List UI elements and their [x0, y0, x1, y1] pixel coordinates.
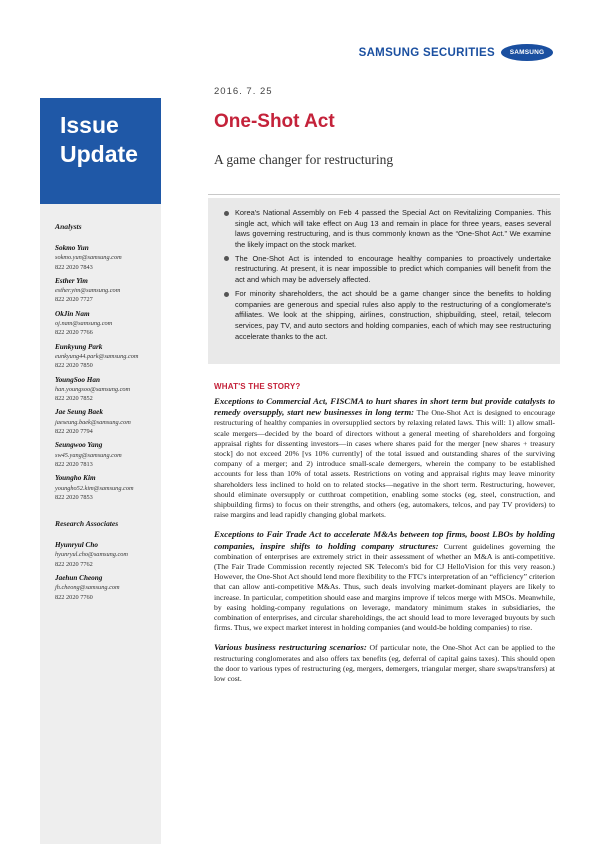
contact-name: Hyunryul Cho	[55, 541, 98, 550]
contact-phone: 822 2020 7852	[55, 395, 93, 403]
contact-name: Sokmo Yun	[55, 244, 89, 252]
analysts-label: Analysts	[55, 222, 82, 231]
contact-name: Esther Yim	[55, 276, 88, 285]
contact-name: YoungSoo Han	[55, 375, 100, 384]
contact-entry	[55, 376, 159, 404]
brand-header	[359, 44, 553, 61]
summary-box	[208, 198, 560, 364]
bullet-icon	[224, 292, 229, 297]
contact-email[interactable]: oj.nam@samsung.com	[55, 320, 113, 328]
sidebar-header	[40, 98, 161, 204]
summary-item: The One-Shot Act is intended to encourage healthy companies to proactively undertake restructuring. At present, it is near impossible to predict which companies will benefit from the act and which may be adversely affected.	[208, 254, 560, 286]
contact-name: Youngho Kim	[55, 474, 96, 483]
summary-item: Korea's National Assembly on Feb 4 passed the Special Act on Revitalizing Companies. This single act, which will take effect on Aug 13 and remain in place for three years, eases several laws governing restructuring, and is thus commonly known as the “One-Shot Act.” We examine the likely impact on the stock market.	[208, 208, 560, 250]
contact-email[interactable]: han.youngsoo@samsung.com	[55, 385, 131, 393]
paragraph-lead: Exceptions to Commercial Act, FISCMA to hurt shares in short term but provide catalysts to remedy oversupply, start new businesses in long term:	[214, 396, 555, 418]
contact-phone: 822 2020 7760	[55, 593, 93, 601]
summary-item: For minority shareholders, the act should be a game changer since the benefits to holding companies are generous and special rules also apply to the restructuring of a conglomerate's affiliates. We look at the shipping, airlines, construction, shipbuilding, steel, retail, telecom services, pay TV, and auto sectors and holding companies, each of which may see restructuring accelerate thanks to the act.	[208, 289, 560, 342]
contact-phone: 822 2020 7813	[55, 460, 93, 468]
divider	[208, 194, 560, 195]
paragraph-lead: Various business restructuring scenarios:	[214, 642, 367, 653]
contact-name: OkJin Nam	[55, 309, 90, 318]
contact-entry	[55, 277, 159, 305]
contact-email[interactable]: hyunryul.cho@samsung.com	[55, 551, 128, 559]
contact-email[interactable]: youngho52.kim@samsung.com	[55, 484, 134, 492]
paragraph-body: Current guidelines governing the combination of enterprises are extremely strict in their assessment of whether an M&A is anti-competitive. (The Fair Trade Commission recently rejected SK Telecom's bid for CJ HelloVision for this very reason.) However, the One-Shot Act should lend more flexibility to the FTC's interpretation of an “efficiency” criterion that can allow anti-competitive M&As. Thus, such deals involving market-dominant players are likely to increase. In particular, competition should ease and margins improve if telcos merge with MSOs. Meanwhile, by easing holding-company regulations on leverage, mandatory minimum stakes in subsidiaries, the combination of enterprises, and circular shareholdings, the act should lead to more leveraged buyouts by such firms. Thus, we expect market interest in holding companies (and would-be holding companies) to rise.	[214, 541, 555, 633]
contact-email[interactable]: esther.yim@samsung.com	[55, 287, 121, 295]
contact-entry	[55, 541, 159, 569]
contact-list	[55, 222, 159, 607]
contact-phone: 822 2020 7794	[55, 428, 93, 436]
contact-phone: 822 2020 7727	[55, 296, 93, 304]
contact-email[interactable]: jh.cheong@samsung.com	[55, 584, 120, 592]
section-heading: WHAT'S THE STORY?	[214, 382, 301, 391]
contact-name: Eunkyung Park	[55, 342, 103, 351]
contact-phone: 822 2020 7766	[55, 329, 93, 337]
contact-name: Jae Seung Baek	[55, 408, 103, 417]
contact-phone: 822 2020 7853	[55, 493, 93, 501]
contact-entry	[55, 310, 159, 338]
contact-entry	[55, 441, 159, 469]
contact-entry	[55, 343, 159, 371]
report-date: 2016. 7. 25	[214, 86, 273, 97]
report-type-title: Issue Update	[60, 112, 138, 167]
contact-entry	[55, 244, 159, 272]
paragraph	[214, 529, 555, 633]
contact-email[interactable]: eunkyung44.park@samsung.com	[55, 352, 139, 360]
paragraph	[214, 396, 555, 520]
contact-phone: 822 2020 7850	[55, 362, 93, 370]
paragraph-body: Of particular note, the One-Shot Act can be applied to the restructuring conglomerates and also offers tax benefits (eg, deferral of capital gains taxes). This should open the door to various types of restructuring (eg, mergers, demergers, triangular merger, share swaps/transfers) at low cost.	[214, 643, 555, 684]
contact-entry	[55, 474, 159, 502]
contact-entry	[55, 408, 159, 436]
contact-email[interactable]: sw45.yang@samsung.com	[55, 451, 122, 459]
summary-list	[208, 208, 560, 346]
brand-name: SAMSUNG SECURITIES	[358, 46, 495, 59]
contact-email[interactable]: jaeseung.baek@samsung.com	[55, 418, 131, 426]
body-text	[214, 396, 555, 693]
associates-label: Research Associates	[55, 519, 119, 529]
contact-name: Seungwoo Yang	[55, 441, 103, 450]
bullet-icon	[224, 211, 229, 216]
contact-name: Jaehun Cheong	[55, 574, 103, 583]
headline: One-Shot Act	[214, 111, 335, 132]
bullet-icon	[224, 256, 229, 261]
paragraph	[214, 642, 555, 684]
paragraph-lead: Exceptions to Fair Trade Act to accelerate M&As between top firms, boost LBOs by holding companies, inspire shifts to holding company structures:	[214, 529, 555, 551]
subtitle: A game changer for restructuring	[214, 152, 394, 167]
samsung-logo-icon: SAMSUNG	[501, 44, 553, 61]
paragraph-body: The One-Shot Act is designed to encourage restructuring of healthy companies in oversupplied sectors by relaxing related laws. This will: 1) allow small-scale mergers—decided by the board of directors without a general meeting of shareholders and forgoing appraisal rights for dissenting investors—in cases where shares paid for the merger [new shares + treasury stock] do not exceed 20% [vs 10% currently] of the total issued and outstanding shares of the surviving company of a merger; and 2) introduce small-scale demergers, wherein the company to be established accounts for less than 10% of total assets. Restrictions on voting and appraisal rights may leave minority shareholders less inclined to hold on to related stocks—negative in the short term. Restructuring, however, should eliminate oversupply or cutthroat competition, enabling some stocks (eg, steel, construction, and shipbuilding firms) to focus on their strengths, and others (eg, automakers, telcos, and pay TV providers) to raise margins and lead rapidly changing global markets.	[214, 408, 555, 520]
contact-phone: 822 2020 7762	[55, 560, 93, 568]
sidebar	[40, 98, 161, 844]
contact-phone: 822 2020 7843	[55, 263, 93, 271]
contact-email[interactable]: sokmo.yun@samsung.com	[55, 254, 122, 262]
contact-entry	[55, 574, 159, 602]
